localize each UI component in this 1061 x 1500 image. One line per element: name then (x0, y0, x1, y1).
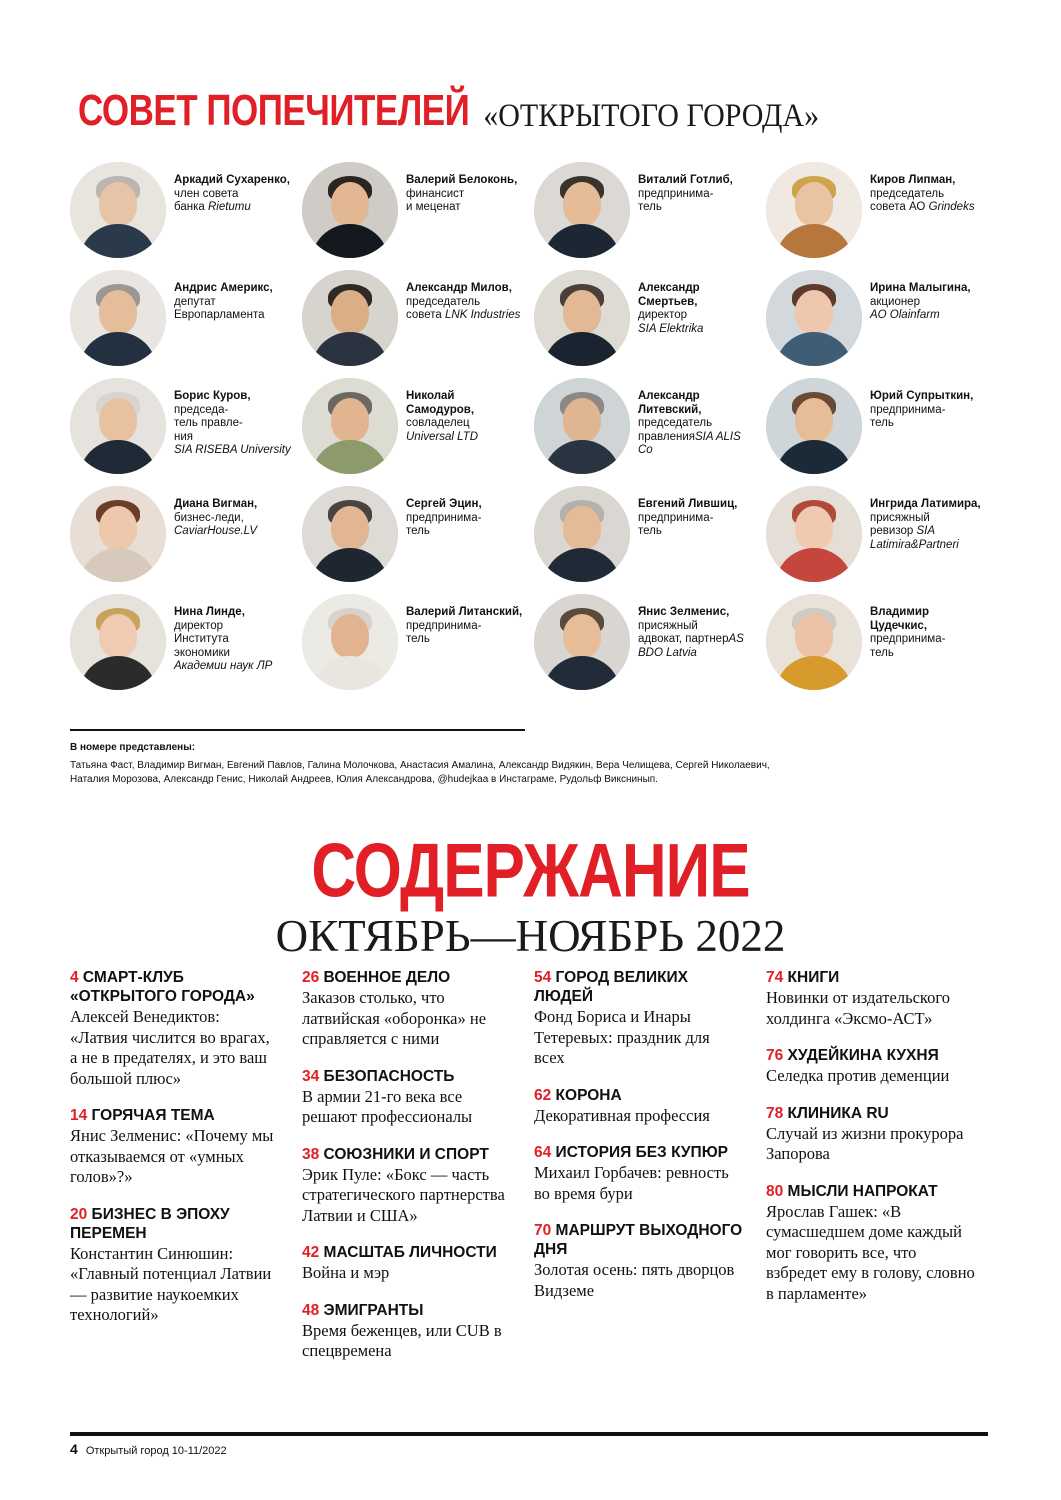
trustee-text: Валерий Литанский, предпринима- тель (406, 606, 523, 646)
trustee-card (766, 160, 998, 268)
toc-heading: 38 СОЮЗНИКИ И СПОРТ (302, 1145, 489, 1163)
toc-description: Михаил Горбачев: ревность во время бури (534, 1163, 729, 1203)
toc-heading: 78 КЛИНИКА RU (766, 1104, 889, 1122)
avatar (302, 378, 398, 474)
trustee-card (70, 376, 302, 484)
avatar (534, 162, 630, 258)
trustee-name: Борис Куров, (174, 390, 251, 402)
board-header (78, 86, 988, 136)
issue-lead: В номере представлены: (70, 742, 196, 753)
toc-heading: 34 БЕЗОПАСНОСТЬ (302, 1067, 455, 1085)
toc-description: Война и мэр (302, 1263, 390, 1282)
trustee-text: Юрий Супрыткин, предпринима- тель (870, 390, 974, 430)
avatar (766, 594, 862, 690)
trustee-name: Александр Литевский, (638, 390, 702, 416)
trustee-org: Академии наук ЛР (174, 660, 273, 673)
contents-subtitle: ОКТЯБРЬ—НОЯБРЬ 2022 (275, 911, 786, 961)
trustee-name: Виталий Готлиб, (638, 174, 733, 186)
toc-item[interactable] (534, 1086, 744, 1127)
trustee-card (302, 268, 534, 376)
toc-page-number: 76 (766, 1047, 784, 1064)
footer-divider (70, 1432, 988, 1436)
avatar (534, 594, 630, 690)
board-title-red: СОВЕТ ПОПЕЧИТЕЛЕЙ (78, 86, 470, 135)
toc-heading: 42 МАСШТАБ ЛИЧНОСТИ (302, 1244, 497, 1261)
toc-page-number: 70 (534, 1222, 552, 1239)
trustee-card (302, 484, 534, 592)
toc-heading: 4 СМАРТ-КЛУБ «ОТКРЫТОГО ГОРОДА» (70, 969, 255, 1005)
avatar (302, 270, 398, 366)
toc-page-number: 34 (302, 1067, 320, 1085)
avatar (534, 270, 630, 366)
toc-description: Эрик Пуле: «Бокс — часть стратегического партнерства Латвии и США» (302, 1164, 505, 1225)
trustee-name: Евгений Лившиц, (638, 498, 738, 510)
toc-description: Заказов столько, что латвийская «оборонка» не справляется с ними (302, 988, 487, 1048)
toc-page-number: 42 (302, 1244, 320, 1261)
toc-description: Фонд Бориса и Инары Тетеревых: праздник для всех (534, 1007, 710, 1067)
trustee-name: Юрий Супрыткин, (870, 390, 974, 402)
toc-page-number: 4 (70, 969, 79, 986)
trustee-text: Ирина Малыгина, акционер AO Olainfarm (870, 282, 971, 322)
toc-page-number: 14 (70, 1107, 88, 1124)
footer-text: Открытый город 10-11/2022 (85, 1445, 227, 1457)
issue-contributors (70, 741, 770, 788)
avatar (302, 162, 398, 258)
table-of-contents (70, 968, 1000, 1379)
trustee-card (534, 268, 766, 376)
avatar (70, 270, 166, 366)
toc-description: Золотая осень: пять дворцов Видземе (534, 1260, 735, 1300)
trustee-org: Rietumu (207, 201, 251, 214)
trustees-grid (70, 160, 1000, 700)
trustee-text: Нина Линде, директор Института экономики Академии наук ЛР (174, 606, 273, 673)
issue-divider (70, 729, 525, 731)
avatar (766, 270, 862, 366)
trustee-org: Universal LTD (406, 430, 478, 443)
toc-heading: 20 БИЗНЕС В ЭПОХУ ПЕРЕМЕН (70, 1205, 230, 1242)
toc-heading: 62 КОРОНА (534, 1086, 622, 1104)
toc-description: Янис Зелменис: «Почему мы отказываемся от «умных голов»?» (70, 1126, 274, 1186)
toc-item[interactable] (534, 1143, 744, 1204)
avatar (534, 486, 630, 582)
page-number: 4 (70, 1441, 78, 1457)
trustee-card (766, 592, 998, 700)
toc-item[interactable] (766, 1182, 976, 1305)
toc-item[interactable] (302, 968, 512, 1050)
trustee-card (302, 160, 534, 268)
toc-item[interactable] (766, 968, 976, 1029)
toc-page-number: 74 (766, 969, 784, 986)
toc-description: Новинки от издательского холдинга «Эксмо-АСТ» (766, 988, 950, 1028)
trustee-text: Валерий Белоконь, финансист и меценат (406, 174, 518, 214)
trustee-text: Киров Липман, председатель совета АО Grindeks (870, 174, 975, 214)
trustee-card (302, 376, 534, 484)
trustee-card (534, 592, 766, 700)
trustee-card (302, 592, 534, 700)
avatar (302, 486, 398, 582)
avatar (534, 378, 630, 474)
toc-item[interactable] (70, 968, 280, 1089)
toc-page-number: 20 (70, 1205, 88, 1223)
trustee-name: Нина Линде, (174, 606, 245, 618)
board-title-black: «ОТКРЫТОГО ГОРОДА» (483, 97, 820, 134)
trustee-name: Валерий Белоконь, (406, 174, 518, 186)
trustee-card (766, 376, 998, 484)
toc-item[interactable] (534, 1221, 744, 1301)
trustee-name: Киров Липман, (870, 174, 956, 186)
toc-item[interactable] (766, 1046, 976, 1087)
toc-heading: 80 МЫСЛИ НАПРОКАТ (766, 1182, 938, 1200)
trustee-text: Диана Вигман, бизнес-леди, CaviarHouse.LV (174, 498, 258, 538)
trustee-name: Сергей Эцин, (406, 498, 482, 510)
toc-page-number: 54 (534, 969, 552, 986)
trustee-card (534, 376, 766, 484)
toc-heading: 76 ХУДЕЙКИНА КУХНЯ (766, 1047, 939, 1064)
trustee-name: Александр Смертьев, (638, 282, 700, 308)
toc-page-number: 38 (302, 1145, 320, 1163)
trustee-text: Аркадий Сухаренко, член совета банка Rietumu (174, 174, 290, 214)
toc-item[interactable] (534, 968, 744, 1069)
avatar (70, 162, 166, 258)
trustee-card (70, 592, 302, 700)
trustee-text: Александр Смертьев, директор SIA Elektrika (638, 282, 704, 335)
trustee-name: Николай Самодуров, (406, 390, 475, 416)
trustee-card (534, 160, 766, 268)
trustee-name: Янис Зелменис, (638, 606, 730, 618)
trustee-org: SIA Latimira&Partneri (870, 525, 959, 551)
toc-item[interactable] (302, 1067, 512, 1128)
avatar (766, 378, 862, 474)
toc-item[interactable] (70, 1205, 280, 1326)
trustee-text: Борис Куров, председа- тель правле- ния SIA RISEBA University (174, 390, 291, 457)
trustee-org: Grindeks (928, 201, 975, 214)
page-footer (70, 1441, 227, 1457)
trustee-org: SIA RISEBA University (174, 444, 291, 457)
toc-description: Случай из жизни прокурора Запорова (766, 1123, 964, 1163)
avatar (302, 594, 398, 690)
toc-page-number: 78 (766, 1104, 784, 1122)
toc-description: Время беженцев, или CUB в спецвремена (302, 1320, 502, 1360)
toc-column (70, 968, 302, 1379)
trustee-name: Александр Милов, (406, 282, 512, 294)
toc-heading: 54 ГОРОД ВЕЛИКИХ ЛЮДЕЙ (534, 969, 689, 1005)
avatar (70, 486, 166, 582)
avatar (70, 378, 166, 474)
toc-description: Ярослав Гашек: «В сумасшедшем доме каждый мог говорить все, что взбредет ему в голову, словно в парламенте» (766, 1201, 975, 1303)
trustee-text: Евгений Лившиц, предпринима- тель (638, 498, 738, 538)
trustee-text: Владимир Цудечкис, предпринима- тель (870, 606, 946, 659)
trustee-name: Диана Вигман, (174, 498, 258, 510)
toc-heading: 70 МАРШРУТ ВЫХОДНОГО ДНЯ (534, 1222, 743, 1258)
trustee-org: LNK Industries (445, 309, 521, 322)
issue-text: Татьяна Фаст, Владимир Вигман, Евгений Павлов, Галина Молочкова, Анастасия Амалина, Александр Видякин, Вера Челищева, Сергей Николаевич, Наталия Морозова, Александр Генис, Николай Андреев, Юлия Александрова, @hudejkaa в Инстаграме, Рудольф Викснинып. (70, 759, 770, 785)
trustee-org: AO Olainfarm (870, 309, 940, 322)
avatar (766, 486, 862, 582)
trustee-card (70, 268, 302, 376)
trustee-text: Андрис Америкс, депутат Европарламента (174, 282, 273, 322)
toc-heading: 48 ЭМИГРАНТЫ (302, 1301, 424, 1319)
avatar (70, 594, 166, 690)
toc-page-number: 80 (766, 1182, 784, 1200)
trustee-text: Александр Милов, председатель совета LNK Industries (406, 282, 521, 322)
trustee-org: SIA Elektrika (638, 322, 704, 335)
trustee-name: Валерий Литанский, (406, 606, 523, 618)
trustee-org: CaviarHouse.LV (174, 525, 258, 538)
trustee-org: SIA ALIS Co (638, 430, 741, 457)
trustee-card (70, 484, 302, 592)
trustee-text: Александр Литевский, председатель правленияSIA ALIS Co (638, 390, 741, 457)
toc-description: Декоративная профессия (534, 1105, 710, 1125)
trustee-card (70, 160, 302, 268)
contents-title: СОДЕРЖАНИЕ (311, 829, 750, 914)
toc-column (766, 968, 998, 1379)
toc-item[interactable] (302, 1243, 512, 1284)
avatar (766, 162, 862, 258)
trustee-text: Николай Самодуров, совладелец Universal LTD (406, 390, 478, 443)
trustee-card (766, 484, 998, 592)
toc-column (534, 968, 766, 1379)
toc-page-number: 48 (302, 1301, 320, 1319)
trustee-card (534, 484, 766, 592)
toc-page-number: 64 (534, 1144, 552, 1161)
toc-item[interactable] (70, 1106, 280, 1188)
trustee-name: Ирина Малыгина, (870, 282, 971, 294)
toc-item[interactable] (302, 1301, 512, 1362)
trustee-text: Янис Зелменис, присяжный адвокат, партнерAS BDO Latvia (638, 606, 744, 659)
toc-description: Алексей Венедиктов: «Латвия числится во врагах, а не в предателях, и это ваш большой плюс» (70, 1007, 270, 1088)
toc-description: Константин Синюшин: «Главный потенциал Латвии — развитие наукоемких технологий» (70, 1243, 272, 1324)
trustee-text: Ингрида Латимира, присяжный ревизор SIA Latimira&Partneri (870, 498, 981, 551)
trustee-org: AS BDO Latvia (638, 633, 744, 659)
trustee-text: Сергей Эцин, предпринима- тель (406, 498, 482, 538)
toc-column (302, 968, 534, 1379)
toc-page-number: 62 (534, 1086, 552, 1104)
toc-heading: 64 ИСТОРИЯ БЕЗ КУПЮР (534, 1144, 729, 1161)
trustee-name: Ингрида Латимира, (870, 498, 981, 510)
toc-description: В армии 21-го века все решают профессионалы (302, 1086, 473, 1126)
toc-heading: 14 ГОРЯЧАЯ ТЕМА (70, 1107, 215, 1124)
trustee-text: Виталий Готлиб, предпринима- тель (638, 174, 733, 214)
trustee-name: Андрис Америкс, (174, 282, 273, 294)
toc-item[interactable] (766, 1104, 976, 1165)
toc-description: Селедка против деменции (766, 1066, 950, 1085)
toc-page-number: 26 (302, 969, 320, 986)
trustee-name: Владимир Цудечкис, (870, 606, 929, 632)
toc-heading: 26 ВОЕННОЕ ДЕЛО (302, 969, 451, 986)
trustee-name: Аркадий Сухаренко, (174, 174, 290, 186)
trustee-card (766, 268, 998, 376)
toc-item[interactable] (302, 1145, 512, 1227)
toc-heading: 74 КНИГИ (766, 969, 840, 986)
